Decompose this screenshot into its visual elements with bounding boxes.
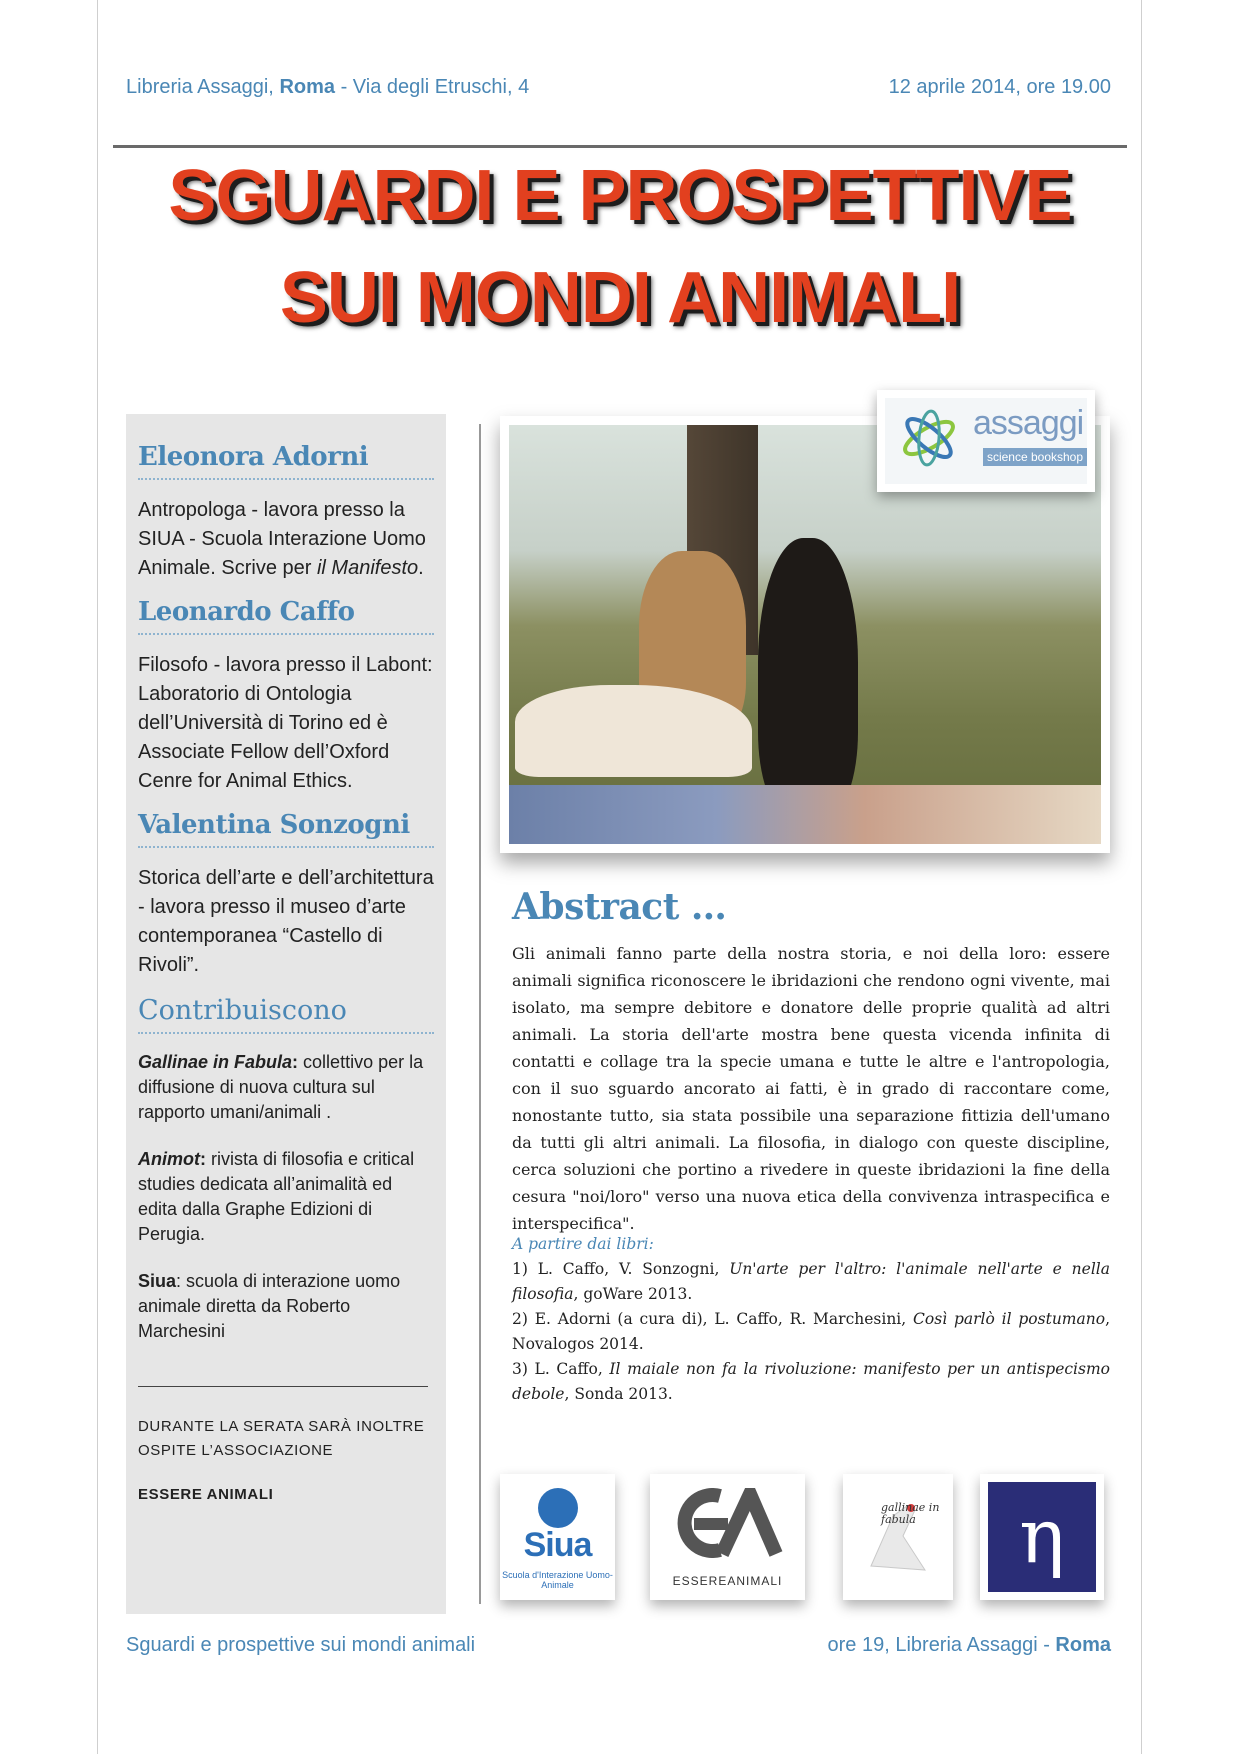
contributor-name: Siua	[138, 1271, 177, 1291]
book-title: Il maiale non fa la rivoluzione: manifesto per un antispecismo debole	[512, 1360, 1111, 1403]
book-publisher: , Sonda 2013.	[564, 1385, 673, 1403]
page-border-left	[97, 0, 98, 1754]
page-border-right	[1141, 0, 1142, 1754]
assaggi-logo-inner	[885, 398, 1087, 484]
assaggi-tagline: science bookshop	[983, 448, 1087, 466]
guest-note-line-1: DURANTE LA SERATA SARÀ INOLTRE	[138, 1418, 425, 1435]
title-line-2: SUI MONDI ANIMALI	[279, 258, 961, 338]
contributor-name: Animot	[138, 1149, 200, 1169]
footer	[126, 1634, 1111, 1664]
gallinae-wordmark: gallinae in fabula	[881, 1501, 940, 1526]
footer-venue-text: ore 19, Libreria Assaggi -	[827, 1634, 1056, 1656]
guest-note-line-2: OSPITE L’ASSOCIAZIONE	[138, 1442, 334, 1459]
title-line-1: SGUARDI E PROSPETTIVE	[168, 156, 1072, 236]
book-item	[512, 1357, 1110, 1407]
book-authors: 2) E. Adorni (a cura di), L. Caffo, R. Marchesini,	[512, 1310, 914, 1328]
dotted-divider	[138, 846, 434, 848]
dotted-divider	[138, 633, 434, 635]
footer-city: Roma	[1055, 1634, 1111, 1656]
speakers-sidebar	[126, 414, 446, 1614]
abstract-heading: Abstract …	[512, 886, 727, 928]
footer-title: Sguardi e prospettive sui mondi animali	[126, 1634, 476, 1656]
essere-animali-logo	[650, 1474, 805, 1600]
assaggi-brand: assaggi	[973, 404, 1084, 442]
event-date: 12 aprile 2014, ore 19.00	[888, 76, 1111, 98]
siua-logo	[500, 1474, 615, 1600]
contributor-item	[138, 1147, 434, 1247]
books-heading: A partire dai libri:	[512, 1235, 654, 1253]
venue-city: Roma	[279, 76, 336, 98]
contributor-item	[138, 1050, 434, 1125]
bio-end: .	[418, 557, 424, 579]
book-publisher: , Novalogos 2014.	[512, 1310, 1110, 1353]
abstract-text: Gli animali fanno parte della nostra storia, e noi della loro: essere animali significa riconoscere le ibridazioni che rendono ogni vivente, mai isolato, ma sempre debitore e donatore delle proprie qualità ad altri animali. La storia dell'arte mostra bene questa vicenda infinita di contatti e collage tra la specie umana e tutte le altre e l'antropologia, con il suo sguardo ancorato ai fatti, è in grado di raccontare come, nonostante tutto, sia stata possibile una separazione fittizia dell'umano da tutti gli altri animali. La filosofia, in dialogo con queste discipline, cerca soluzioni che portino a rivedere in queste ibridazioni la fine della cesura "noi/loro" verso una nuova etica della convivenza intraspecifica e interspecifica".	[512, 944, 1110, 1233]
separator-line	[138, 1386, 428, 1387]
speaker-card	[138, 583, 434, 796]
footer-venue	[828, 1634, 1111, 1657]
dotted-divider	[138, 478, 434, 480]
book-title: Un'arte per l'altro: l'animale nell'arte e nella filosofia	[512, 1260, 1110, 1303]
book-authors: 1) L. Caffo, V. Sonzogni,	[512, 1260, 730, 1278]
animot-logo	[980, 1474, 1104, 1600]
venue-address: - Via degli Etruschi, 4	[340, 76, 530, 98]
siua-wordmark: Siua	[523, 1526, 592, 1564]
siua-subtitle: Scuola d'Interazione Uomo-Animale	[502, 1570, 613, 1590]
speaker-name: Leonardo Caffo	[138, 597, 355, 627]
venue-line	[126, 76, 529, 99]
contributor-sep: :	[292, 1052, 299, 1072]
title-rule	[113, 145, 1127, 148]
contributor-text: : scuola di interazione uomo animale diretta da Roberto Marchesini	[138, 1271, 401, 1341]
photo-woman-sweater	[515, 685, 752, 777]
essere-animali-wordmark: ESSEREANIMALI	[672, 1574, 783, 1588]
guest-organization: ESSERE ANIMALI	[138, 1486, 274, 1503]
contributor-item	[138, 1269, 434, 1344]
orbit-icon	[899, 408, 959, 468]
photo-blanket	[509, 785, 1101, 844]
book-publisher: , goWare 2013.	[573, 1285, 693, 1303]
speaker-name: Valentina Sonzogni	[138, 810, 410, 840]
photo-chimpanzee	[758, 538, 859, 815]
venue-name: Libreria Assaggi,	[126, 76, 274, 98]
speaker-card	[138, 796, 434, 980]
speaker-bio	[138, 496, 434, 583]
dotted-divider	[138, 1032, 434, 1034]
eta-icon: η	[988, 1482, 1096, 1592]
book-item	[512, 1257, 1110, 1307]
speaker-name: Eleonora Adorni	[138, 442, 369, 472]
bio-text: Antropologa - lavora presso la SIUA - Scuola Interazione Uomo Animale. Scrive per	[138, 499, 426, 579]
speaker-bio: Storica dell’arte e dell’architettura - lavora presso il museo d’arte contemporanea “Castello di Rivoli”.	[138, 867, 434, 976]
siua-emblem-icon	[538, 1488, 578, 1528]
assaggi-logo	[877, 390, 1095, 492]
bio-publication: il Manifesto	[316, 557, 419, 579]
essere-animali-mark-icon	[672, 1488, 784, 1558]
contributor-text: collettivo per la diffusione di nuova cultura sul rapporto umani/animali .	[138, 1052, 424, 1122]
book-item	[512, 1307, 1110, 1357]
contributor-text: rivista di filosofia e critical studies dedicata all’animalità ed edita dalla Graphe Edizioni di Perugia.	[138, 1149, 415, 1244]
contributor-sep: :	[200, 1149, 206, 1169]
gallinae-in-fabula-logo	[843, 1474, 953, 1600]
book-title: Così parlò il postumano	[913, 1310, 1106, 1328]
top-header	[126, 76, 1111, 106]
contributors-heading: Contribuiscono	[138, 995, 347, 1026]
speaker-card	[138, 428, 434, 583]
book-authors: 3) L. Caffo,	[512, 1360, 610, 1378]
column-divider	[479, 424, 481, 1604]
speaker-bio: Filosofo - lavora presso il Labont: Laboratorio di Ontologia dell’Università di Torino ed è Associate Fellow dell’Oxford Cenre for Animal Ethics.	[138, 654, 433, 792]
contributor-name: Gallinae in Fabula	[138, 1052, 293, 1072]
books-section	[512, 1232, 1110, 1407]
guest-note	[138, 1415, 434, 1463]
